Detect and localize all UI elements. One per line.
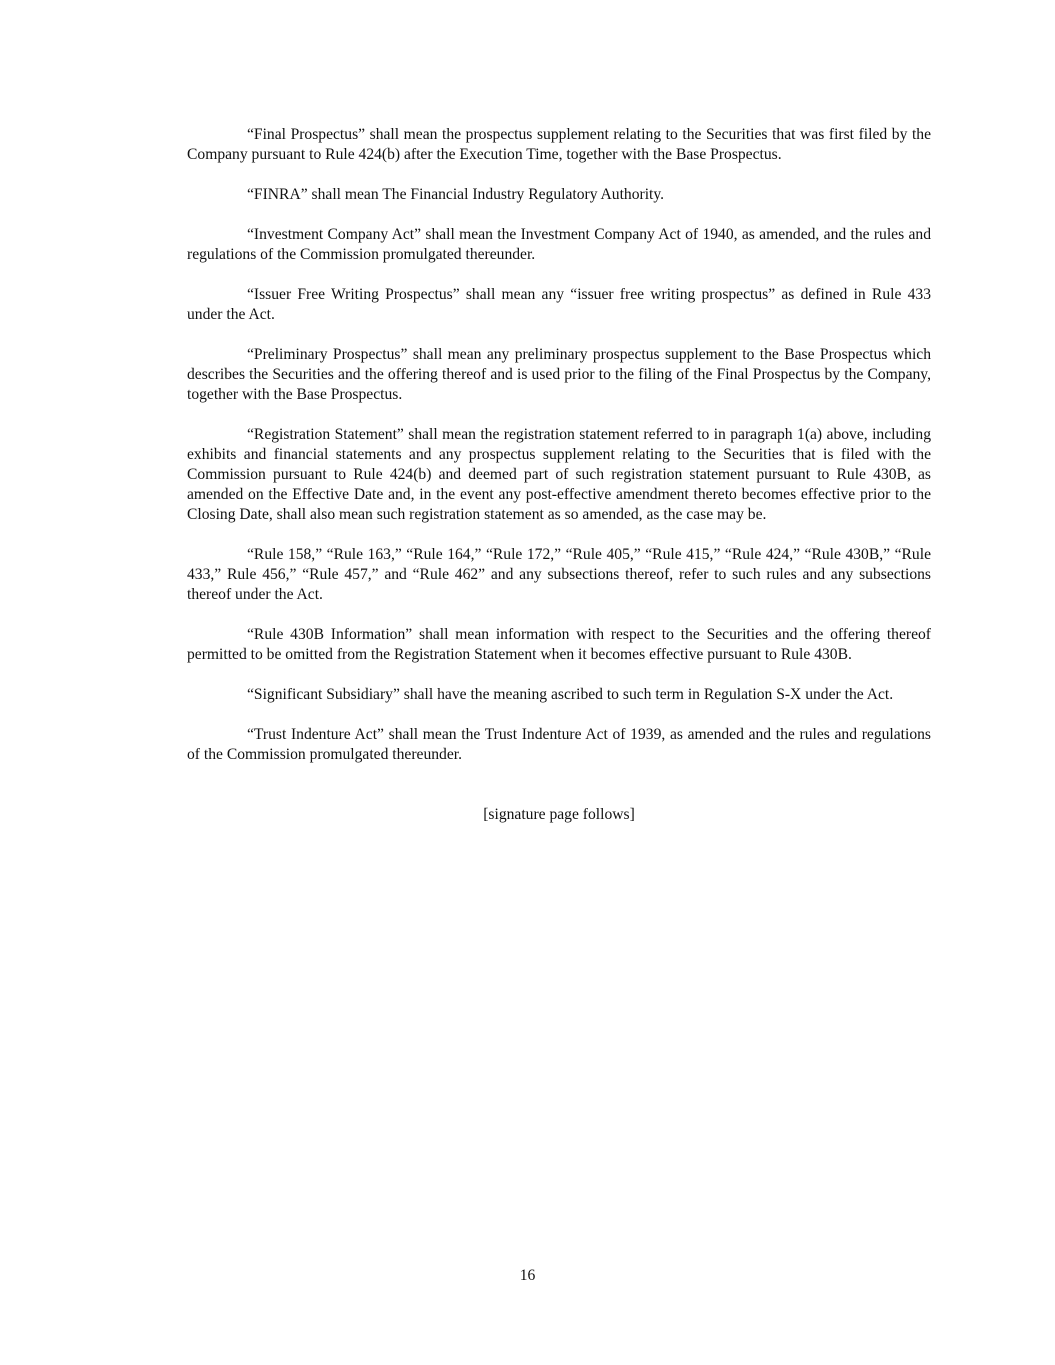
definition-preliminary-prospectus: “Preliminary Prospectus” shall mean any preliminary prospectus supplement to the Base Prospectus which describes the Securities and the offering thereof and is used prior to the filing of the Final Prospectus by the Company, together with the Base Prospectus. <box>187 346 931 403</box>
page-number: 16 <box>519 1267 536 1284</box>
definition-issuer-free-writing-prospectus: “Issuer Free Writing Prospectus” shall mean any “issuer free writing prospectus” as defined in Rule 433 under the Act. <box>187 286 931 323</box>
document-body <box>187 125 931 825</box>
definition-investment-company-act: “Investment Company Act” shall mean the Investment Company Act of 1940, as amended, and the rules and regulations of the Commission promulgated thereunder. <box>187 226 931 263</box>
definition-significant-subsidiary: “Significant Subsidiary” shall have the meaning ascribed to such term in Regulation S-X under the Act. <box>247 686 894 703</box>
definition-final-prospectus: “Final Prospectus” shall mean the prospectus supplement relating to the Securities that was first filed by the Company pursuant to Rule 424(b) after the Execution Time, together with the Base Prospectus. <box>187 126 931 163</box>
definition-registration-statement: “Registration Statement” shall mean the registration statement referred to in paragraph 1(a) above, including exhibits and financial statements and any prospectus supplement relating to the Securities that is filed with the Commission pursuant to Rule 424(b) and deemed part of such registration statement pursuant to Rule 430B, as amended on the Effective Date and, in the event any post-effective amendment thereto becomes effective prior to the Closing Date, shall also mean such registration statement as so amended, as the case may be. <box>187 426 931 523</box>
signature-page-note: [signature page follows] <box>483 806 635 823</box>
definition-finra: “FINRA” shall mean The Financial Industry Regulatory Authority. <box>247 186 665 203</box>
definition-rules: “Rule 158,” “Rule 163,” “Rule 164,” “Rule 172,” “Rule 405,” “Rule 415,” “Rule 424,” “Rule 430B,” “Rule 433,” Rule 456,” “Rule 457,” and “Rule 462” and any subsections thereof, refer to such rules and any subsections thereof under the Act. <box>187 546 931 603</box>
definition-rule-430b-information: “Rule 430B Information” shall mean information with respect to the Securities and the offering thereof permitted to be omitted from the Registration Statement when it becomes effective pursuant to Rule 430B. <box>187 626 931 663</box>
definition-trust-indenture-act: “Trust Indenture Act” shall mean the Trust Indenture Act of 1939, as amended and the rules and regulations of the Commission promulgated thereunder. <box>187 726 931 763</box>
